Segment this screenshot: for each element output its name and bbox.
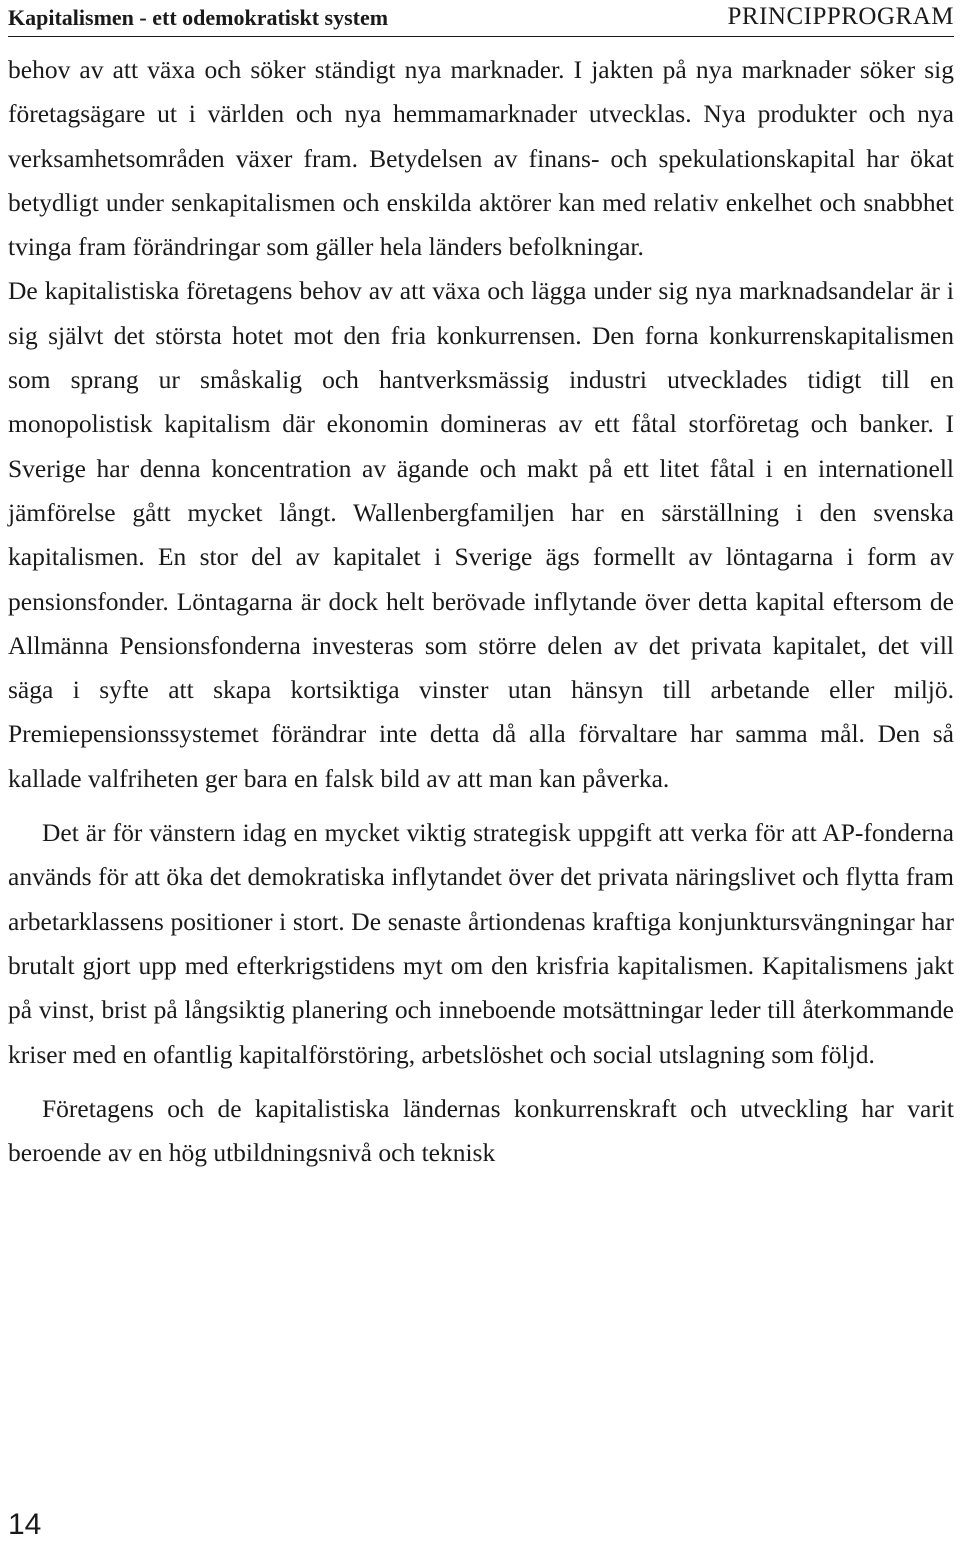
paragraph: behov av att växa och söker ständigt nya marknader. I jakten på nya marknader söker sig företagsägare ut i världen och nya hemmamarknader utvecklas. Nya produkter och nya verksamhetsområden växer fram. Betydelsen av finans- och spekulationskapital har ökat betydligt under senkapitalismen och enskilda aktörer kan med relativ enkelhet och snabbhet tvinga fram förändringar som gäller hela länders befolkningar. bbox=[8, 55, 954, 262]
running-header bbox=[8, 0, 954, 37]
paragraph: De kapitalistiska företagens behov av att växa och lägga under sig nya marknadsandelar är i sig självt det största hotet mot den fria konkurrensen. Den forna konkurrenskapitalismen som sprang ur småskalig och hantverksmässig industri utvecklades tidigt till en monopolistisk kapitalism där ekonomin domineras av ett fåtal storföretag och banker. I Sverige har denna koncentration av ägande och makt på ett litet fåtal i en internationell jämförelse gått mycket långt. Wallenbergfamiljen har en särställning i den svenska kapitalismen. En stor del av kapitalet i Sverige ägs formellt av löntagarna i form av pensionsfonder. Löntagarna är dock helt berövade inflytande över detta kapital eftersom de Allmänna Pensionsfonderna investeras som större delen av det privata kapitalet, det vill säga i syfte att skapa kortsiktiga vinster utan hänsyn till arbetande eller miljö. Premiepensionssystemet förändrar inte detta då alla förvaltare har samma mål. Den så kallade valfriheten ger bara en falsk bild av att man kan påverka. bbox=[8, 276, 954, 793]
chapter-title: Kapitalismen - ett odemokratiskt system bbox=[8, 5, 389, 30]
paragraph: Det är för vänstern idag en mycket viktig strategisk uppgift att verka för att AP-fonderna används för att öka det demokratiska inflytandet över det privata näringslivet och flytta fram arbetarklassens positioner i stort. De senaste årtiondenas kraftiga konjunktursvängningar har brutalt gjort upp med efterkrigstidens myt om den krisfria kapitalismen. Kapitalismens jakt på vinst, brist på långsiktig planering och inneboende motsättningar leder till återkommande kriser med en ofantlig kapitalförstöring, arbetslöshet och social utslagning som följd. bbox=[8, 818, 954, 1069]
section-title: PRINCIPPROGRAM bbox=[727, 3, 954, 30]
page-number: 14 bbox=[8, 1508, 42, 1541]
main-text bbox=[8, 48, 954, 1175]
paragraph: Företagens och de kapitalistiska ländernas konkurrenskraft och utveckling har varit beroende av en hög utbildningsnivå och teknisk bbox=[8, 1093, 954, 1168]
